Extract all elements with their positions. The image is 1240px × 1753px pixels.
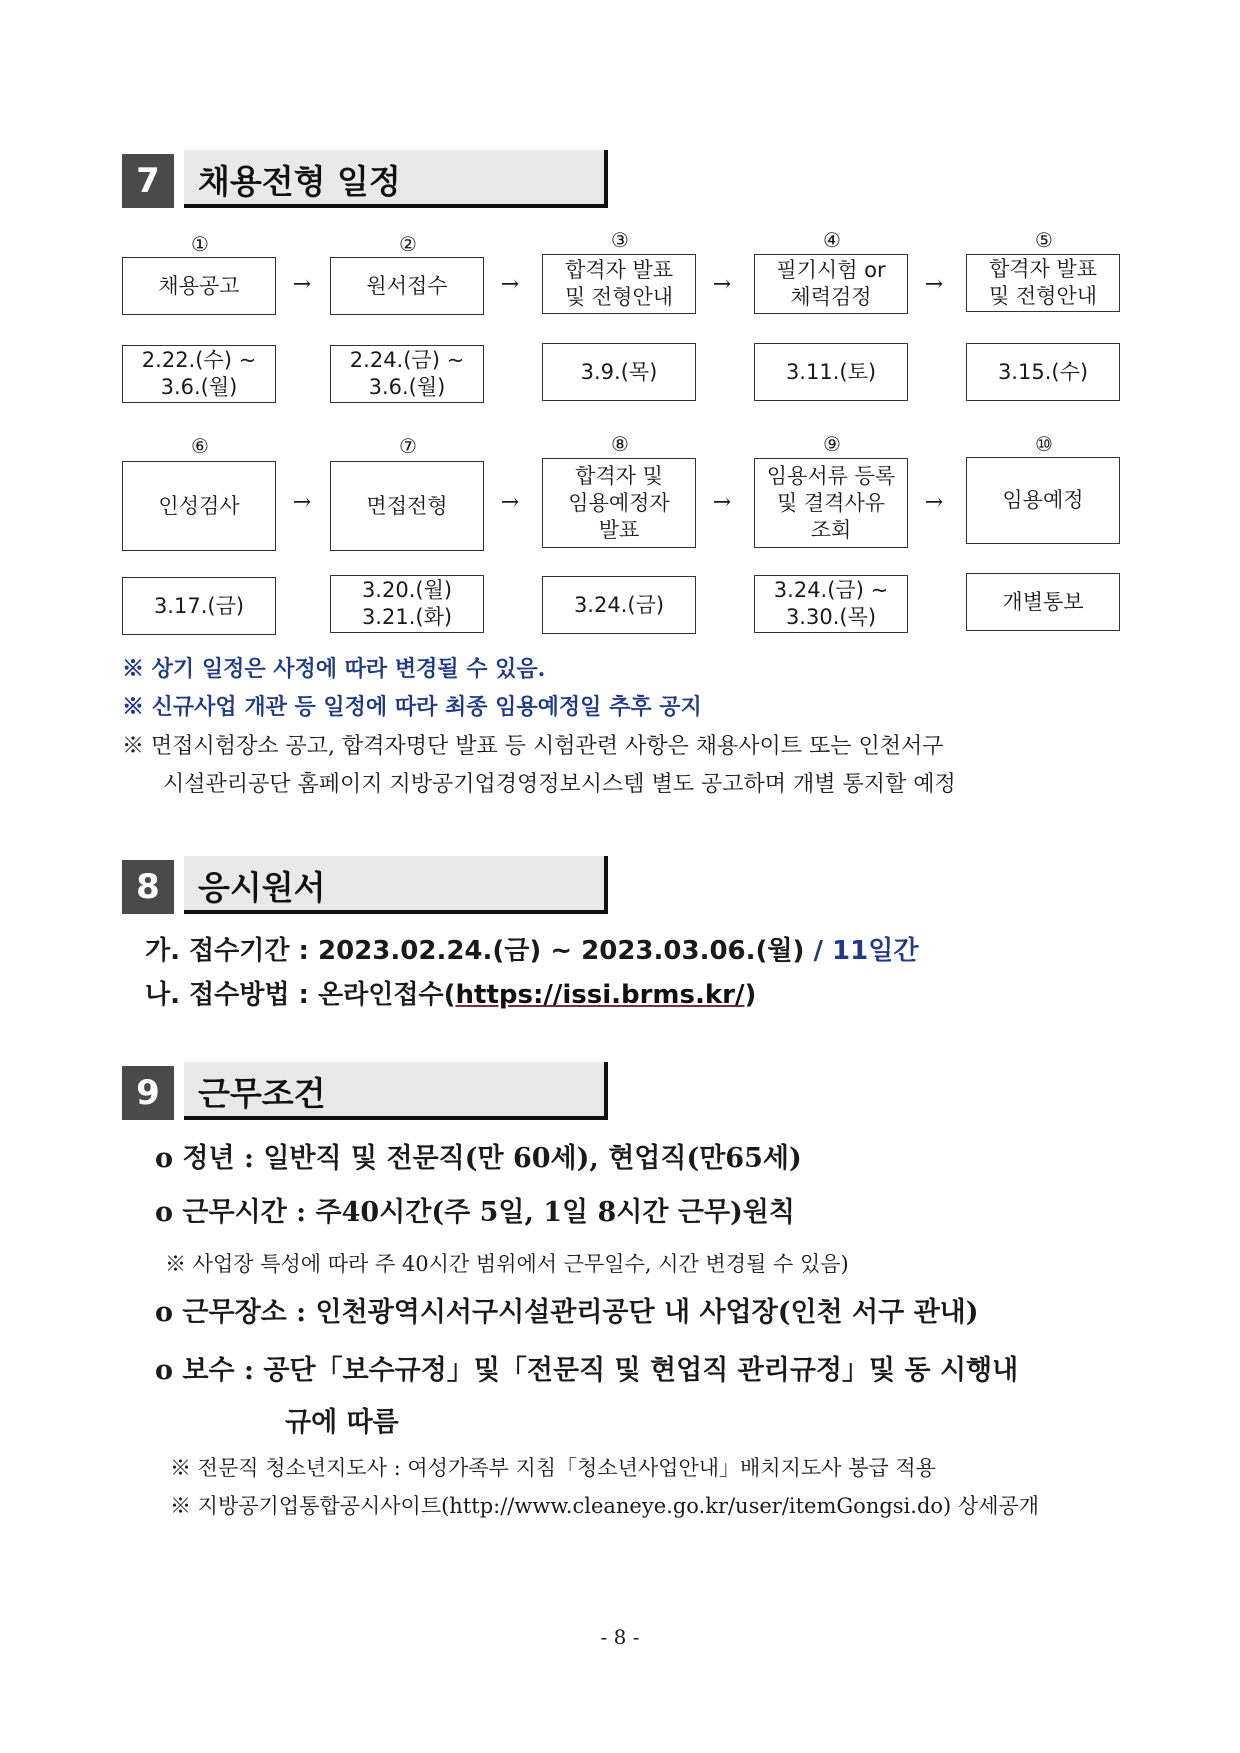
schedule-note: ※ 신규사업 개관 등 일정에 따라 최종 임용예정일 추후 공지	[122, 694, 702, 720]
section-title-box	[184, 150, 608, 208]
step-box: 필기시험 or 체력검정	[754, 254, 908, 314]
application-method	[145, 974, 756, 1011]
schedule-note: ※ 상기 일정은 사정에 따라 변경될 수 있음.	[122, 656, 546, 682]
section-number: 8	[122, 860, 174, 914]
condition-location: o 근무장소 : 인천광역시서구시설관리공단 내 사업장(인천 서구 관내)	[155, 1297, 979, 1328]
step-box: 면접전형	[330, 461, 484, 551]
condition-salary: o 보수 : 공단「보수규정」및「전문직 및 현업직 관리규정」및 동 시행내	[155, 1355, 1019, 1386]
arrow-icon: →	[712, 272, 732, 297]
arrow-icon: →	[292, 272, 312, 297]
section-title: 근무조건	[198, 1074, 326, 1113]
step-number: ⑦	[399, 434, 417, 458]
date-box: 3.17.(금)	[122, 577, 276, 635]
application-period	[145, 930, 918, 967]
condition-hours-note: ※ 사업장 특성에 따라 주 40시간 범위에서 근무일수, 시간 변경될 수 있음)	[165, 1252, 849, 1276]
condition-retirement: o 정년 : 일반직 및 전문직(만 60세), 현업직(만65세)	[155, 1143, 802, 1174]
arrow-icon: →	[924, 272, 944, 297]
step-number: ①	[191, 232, 209, 256]
arrow-icon: →	[712, 490, 732, 515]
date-box: 개별통보	[966, 573, 1120, 631]
arrow-icon: →	[292, 490, 312, 515]
step-number: ⑤	[1035, 228, 1053, 252]
step-number: ⑩	[1035, 432, 1053, 456]
date-box: 2.24.(금) ~ 3.6.(월)	[330, 345, 484, 403]
step-box: 인성검사	[122, 461, 276, 551]
method-value: 온라인접수(	[318, 980, 456, 1010]
date-box: 3.24.(금) ~ 3.30.(목)	[754, 575, 908, 633]
section-title-box	[184, 856, 608, 914]
period-days: / 11일간	[813, 936, 919, 966]
step-number: ⑥	[191, 434, 209, 458]
method-label: 나. 접수방법 :	[145, 980, 309, 1010]
section-title: 채용전형 일정	[198, 162, 401, 201]
condition-note: ※ 지방공기업통합공시사이트(http://www.cleaneye.go.kr/user/itemGongsi.do) 상세공개	[170, 1494, 1040, 1518]
step-box: 임용예정	[966, 457, 1120, 544]
section-title: 응시원서	[198, 868, 326, 907]
arrow-icon: →	[500, 490, 520, 515]
step-box: 합격자 발표 및 전형안내	[966, 254, 1120, 312]
date-box: 3.24.(금)	[542, 576, 696, 634]
date-box: 3.20.(월) 3.21.(화)	[330, 575, 484, 633]
period-value: 2023.02.24.(금) ~ 2023.03.06.(월)	[318, 936, 805, 966]
schedule-note: ※ 면접시험장소 공고, 합격자명단 발표 등 시험관련 사항은 채용사이트 또는 인천서구	[122, 734, 944, 759]
date-box: 3.11.(토)	[754, 343, 908, 401]
step-box: 합격자 및 임용예정자 발표	[542, 458, 696, 548]
step-box: 채용공고	[122, 257, 276, 315]
date-box: 3.9.(목)	[542, 343, 696, 401]
arrow-icon: →	[924, 490, 944, 515]
step-number: ④	[823, 228, 841, 252]
step-box: 원서접수	[330, 257, 484, 315]
step-number: ②	[399, 232, 417, 256]
step-number: ⑨	[823, 432, 841, 456]
date-box: 3.15.(수)	[966, 343, 1120, 401]
step-number: ③	[611, 228, 629, 252]
step-box: 임용서류 등록 및 결격사유 조회	[754, 458, 908, 548]
application-link[interactable]: https://issi.brms.kr/	[455, 980, 745, 1010]
method-close: )	[744, 980, 757, 1010]
condition-note: ※ 전문직 청소년지도사 : 여성가족부 지침「청소년사업안내」배치지도사 봉급 적용	[170, 1456, 936, 1480]
section-number: 9	[122, 1066, 174, 1120]
section-title-box	[184, 1062, 608, 1120]
step-number: ⑧	[611, 432, 629, 456]
condition-salary-cont: 규에 따름	[285, 1407, 399, 1438]
date-box: 2.22.(수) ~ 3.6.(월)	[122, 345, 276, 403]
condition-hours: o 근무시간 : 주40시간(주 5일, 1일 8시간 근무)원칙	[155, 1197, 795, 1228]
period-label: 가. 접수기간 :	[145, 936, 309, 966]
step-box: 합격자 발표 및 전형안내	[542, 254, 696, 314]
schedule-note: 시설관리공단 홈페이지 지방공기업경영정보시스템 별도 공고하며 개별 통지할 예정	[163, 772, 956, 797]
section-number: 7	[122, 154, 174, 208]
page-number: - 8 -	[600, 1625, 640, 1649]
arrow-icon: →	[500, 272, 520, 297]
